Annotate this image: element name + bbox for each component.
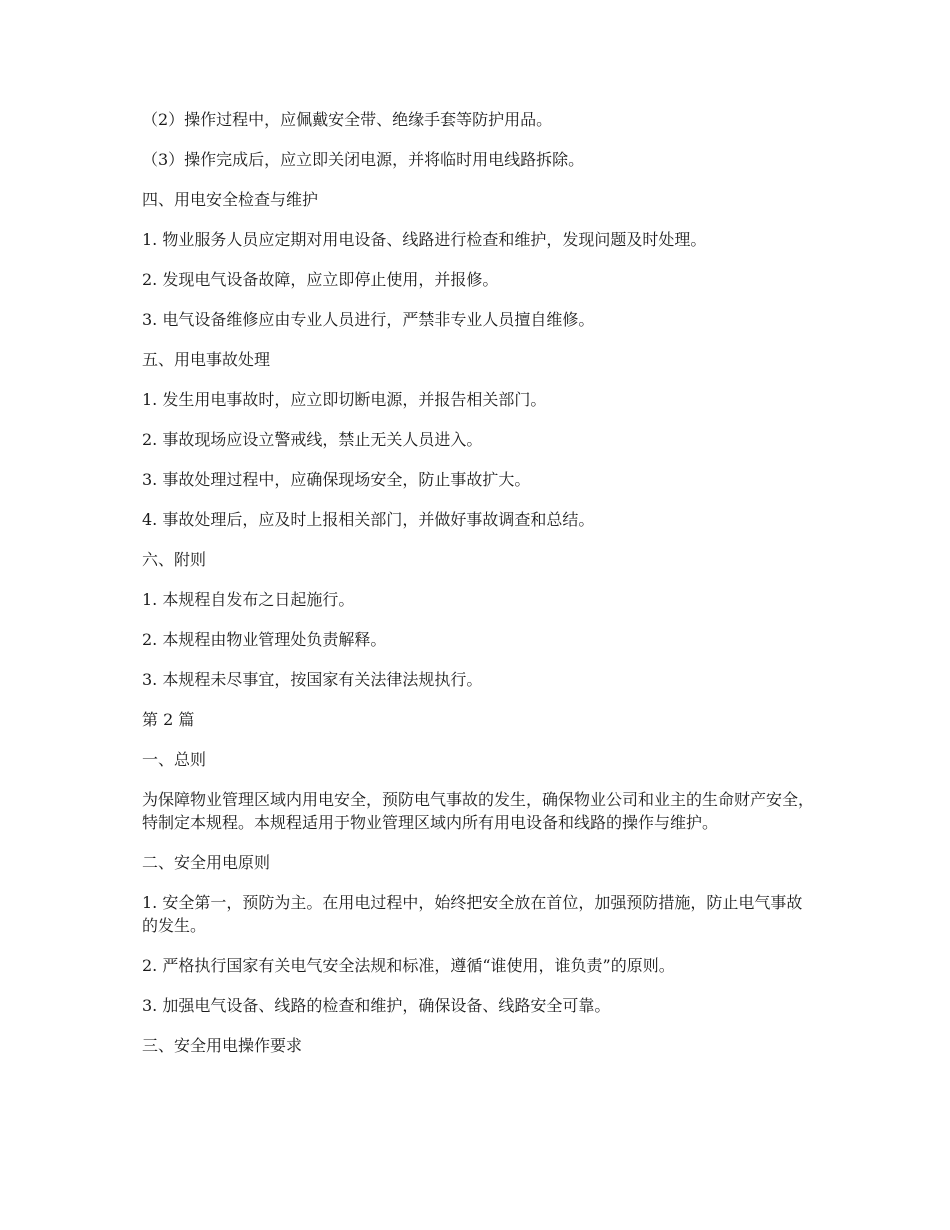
section-heading: 二、安全用电原则	[142, 853, 271, 872]
paragraph: 1. 本规程自发布之日起施行。	[142, 590, 355, 609]
paragraph: 2. 本规程由物业管理处负责解释。	[142, 630, 387, 649]
paragraph: （3）操作完成后，应立即关闭电源，并将临时用电线路拆除。	[142, 150, 585, 169]
paragraph: 为保障物业管理区域内用电安全，预防电气事故的发生，确保物业公司和业主的生命财产安全，特制定本规程。本规程适用于物业管理区域内所有用电设备和线路的操作与维护。	[142, 790, 815, 832]
paragraph: 3. 本规程未尽事宜，按国家有关法律法规执行。	[142, 670, 483, 689]
paragraph: 1. 物业服务人员应定期对用电设备、线路进行检查和维护，发现问题及时处理。	[142, 230, 707, 249]
section-heading: 三、安全用电操作要求	[142, 1036, 303, 1055]
paragraph: 2. 事故现场应设立警戒线，禁止无关人员进入。	[142, 430, 483, 449]
paragraph: 2. 发现电气设备故障，应立即停止使用，并报修。	[142, 270, 499, 289]
paragraph: 1. 安全第一，预防为主。在用电过程中，始终把安全放在首位，加强预防措施，防止电气事故的发生。	[142, 893, 803, 935]
paragraph: （2）操作过程中，应佩戴安全带、绝缘手套等防护用品。	[142, 110, 553, 129]
section-heading: 六、附则	[142, 550, 207, 569]
paragraph: 4. 事故处理后，应及时上报相关部门，并做好事故调查和总结。	[142, 510, 595, 529]
paragraph: 3. 事故处理过程中，应确保现场安全，防止事故扩大。	[142, 470, 531, 489]
part-heading: 第 2 篇	[142, 710, 195, 729]
paragraph: 2. 严格执行国家有关电气安全法规和标准，遵循“谁使用，谁负责”的原则。	[142, 956, 675, 975]
paragraph: 1. 发生用电事故时，应立即切断电源，并报告相关部门。	[142, 390, 547, 409]
section-heading: 四、用电安全检查与维护	[142, 190, 319, 209]
document-page	[142, 108, 814, 1074]
paragraph: 3. 加强电气设备、线路的检查和维护，确保设备、线路安全可靠。	[142, 996, 611, 1015]
section-heading: 五、用电事故处理	[142, 350, 271, 369]
paragraph: 3. 电气设备维修应由专业人员进行，严禁非专业人员擅自维修。	[142, 310, 595, 329]
section-heading: 一、总则	[142, 750, 207, 769]
